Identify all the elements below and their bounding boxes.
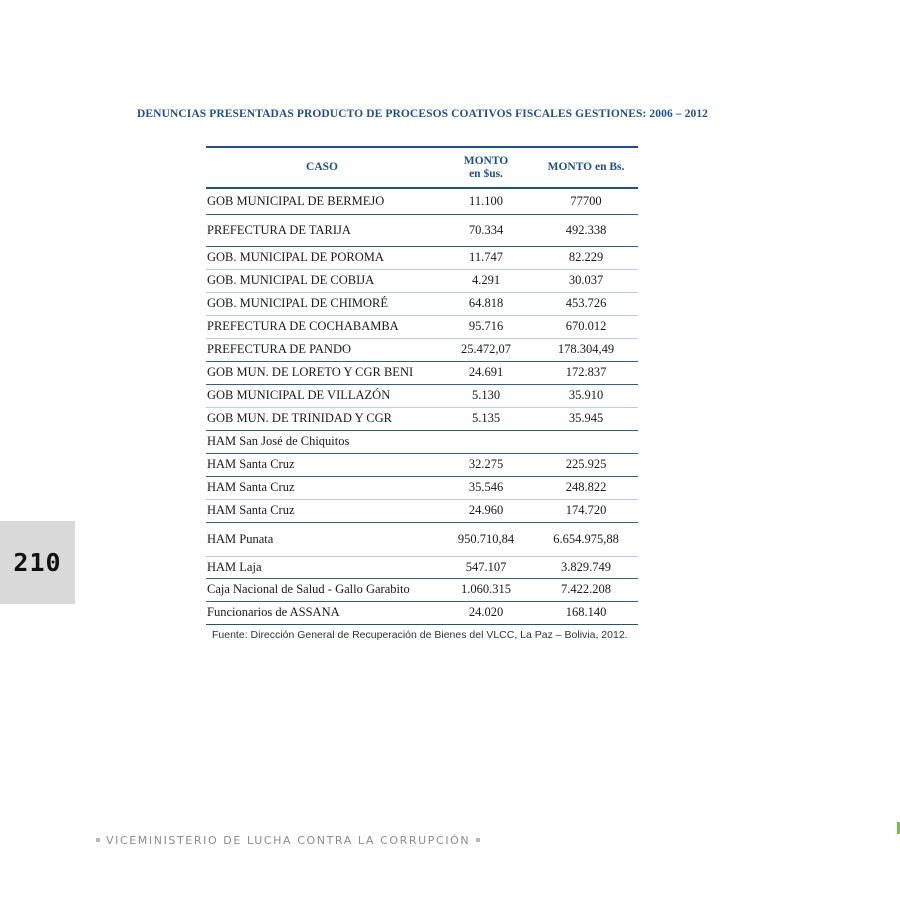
cell-monto-usd: 35.546: [438, 476, 534, 499]
table-row: [206, 361, 638, 384]
cell-monto-bs: 172.837: [534, 361, 638, 384]
table-row: [206, 407, 638, 430]
page-number: 210: [13, 548, 62, 577]
header-monto-usd-line2: en $us.: [469, 167, 503, 180]
cell-monto-usd: 1.060.315: [438, 578, 534, 601]
cell-caso: GOB. MUNICIPAL DE COBIJA: [206, 269, 438, 292]
cell-caso: PREFECTURA DE COCHABAMBA: [206, 315, 438, 338]
table-header-row: [206, 147, 638, 188]
header-monto-bs: MONTO en Bs.: [534, 147, 638, 188]
cell-monto-usd: 32.275: [438, 453, 534, 476]
header-caso: CASO: [206, 147, 438, 188]
cell-caso: GOB MUN. DE TRINIDAD Y CGR: [206, 407, 438, 430]
cell-caso: HAM San José de Chiquitos: [206, 430, 438, 453]
footer-square-icon: [476, 838, 480, 842]
cell-caso: HAM Santa Cruz: [206, 476, 438, 499]
table-row: [206, 315, 638, 338]
cell-monto-usd: 4.291: [438, 269, 534, 292]
cell-monto-bs: 30.037: [534, 269, 638, 292]
cell-monto-usd: 24.691: [438, 361, 534, 384]
table-row: [206, 246, 638, 269]
table-row: [206, 292, 638, 315]
footer-square-icon: [96, 838, 100, 842]
cell-caso: HAM Santa Cruz: [206, 499, 438, 522]
cell-monto-usd: 24.960: [438, 499, 534, 522]
table-row: [206, 476, 638, 499]
cell-caso: HAM Santa Cruz: [206, 453, 438, 476]
cell-monto-bs: 77700: [534, 188, 638, 214]
table-body: [206, 188, 638, 624]
table-row: [206, 578, 638, 601]
cell-caso: HAM Laja: [206, 556, 438, 578]
cell-caso: GOB MUN. DE LORETO Y CGR BENI: [206, 361, 438, 384]
cases-table-container: [206, 146, 638, 625]
cell-monto-usd: 547.107: [438, 556, 534, 578]
cell-monto-bs: 453.726: [534, 292, 638, 315]
footer-text: VICEMINISTERIO DE LUCHA CONTRA LA CORRUPCIÓN: [106, 834, 471, 847]
cases-table: [206, 146, 638, 625]
cell-caso: GOB. MUNICIPAL DE POROMA: [206, 246, 438, 269]
table-row: [206, 338, 638, 361]
cell-monto-bs: 670.012: [534, 315, 638, 338]
cell-caso: PREFECTURA DE TARIJA: [206, 214, 438, 246]
cell-monto-usd: 24.020: [438, 601, 534, 624]
cell-caso: GOB. MUNICIPAL DE CHIMORÉ: [206, 292, 438, 315]
table-row: [206, 214, 638, 246]
table-row: [206, 556, 638, 578]
cell-caso: Caja Nacional de Salud - Gallo Garabito: [206, 578, 438, 601]
cell-monto-usd: 950.710,84: [438, 522, 534, 556]
cell-monto-bs: 35.945: [534, 407, 638, 430]
table-row: [206, 601, 638, 624]
cell-monto-bs: 35.910: [534, 384, 638, 407]
cell-monto-usd: 70.334: [438, 214, 534, 246]
page-number-tab: [0, 521, 75, 604]
cell-monto-bs: 7.422.208: [534, 578, 638, 601]
cell-monto-bs: 248.822: [534, 476, 638, 499]
cell-monto-bs: 174.720: [534, 499, 638, 522]
cell-monto-bs: 3.829.749: [534, 556, 638, 578]
cell-monto-usd: 5.135: [438, 407, 534, 430]
cell-monto-usd: 25.472,07: [438, 338, 534, 361]
header-monto-usd: [438, 147, 534, 188]
cell-monto-bs: 168.140: [534, 601, 638, 624]
cell-monto-usd: [438, 430, 534, 453]
header-monto-usd-line1: MONTO: [463, 154, 509, 167]
table-row: [206, 430, 638, 453]
cell-caso: Funcionarios de ASSANA: [206, 601, 438, 624]
table-row: [206, 453, 638, 476]
table-row: [206, 188, 638, 214]
cell-monto-usd: 95.716: [438, 315, 534, 338]
table-row: [206, 499, 638, 522]
table-title: DENUNCIAS PRESENTADAS PRODUCTO DE PROCESOS COATIVOS FISCALES GESTIONES: 2006 – 2012: [137, 108, 709, 120]
cell-caso: GOB MUNICIPAL DE VILLAZÓN: [206, 384, 438, 407]
cell-monto-usd: 11.100: [438, 188, 534, 214]
cell-monto-bs: [534, 430, 638, 453]
table-row: [206, 384, 638, 407]
cell-caso: PREFECTURA DE PANDO: [206, 338, 438, 361]
cell-monto-bs: 225.925: [534, 453, 638, 476]
cell-monto-usd: 11.747: [438, 246, 534, 269]
table-row: [206, 269, 638, 292]
cell-caso: HAM Punata: [206, 522, 438, 556]
cell-monto-usd: 5.130: [438, 384, 534, 407]
cell-monto-bs: 82.229: [534, 246, 638, 269]
source-note: Fuente: Dirección General de Recuperación de Bienes del VLCC, La Paz – Bolivia, 2012.: [212, 629, 628, 641]
cell-monto-bs: 492.338: [534, 214, 638, 246]
footer: [90, 834, 486, 847]
table-row: [206, 522, 638, 556]
cell-monto-bs: 6.654.975,88: [534, 522, 638, 556]
cell-monto-bs: 178.304,49: [534, 338, 638, 361]
cell-monto-usd: 64.818: [438, 292, 534, 315]
cell-caso: GOB MUNICIPAL DE BERMEJO: [206, 188, 438, 214]
